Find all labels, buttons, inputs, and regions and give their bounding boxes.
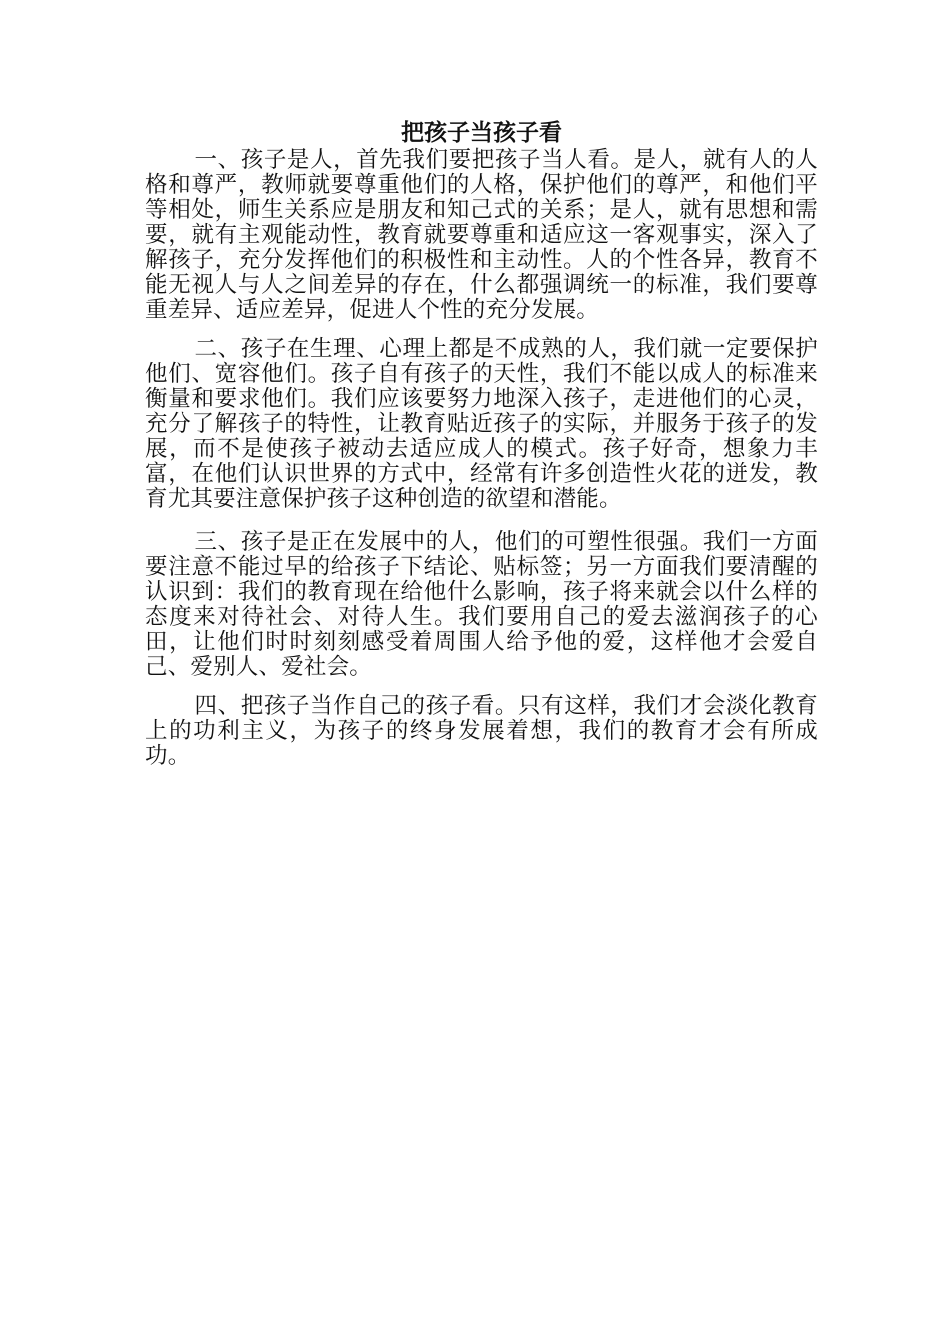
document-title: 把孩子当孩子看 [401, 119, 562, 146]
document-page [145, 118, 818, 769]
paragraph-4: 四、把孩子当作自己的孩子看。只有这样，我们才会淡化教育上的功利主义，为孩子的终身发展着想，我们的教育才会有所成功。 [145, 693, 818, 769]
paragraph-3: 三、孩子是正在发展中的人，他们的可塑性很强。我们一方面要注意不能过早的给孩子下结论、贴标签；另一方面我们要清醒的认识到：我们的教育现在给他什么影响，孩子将来就会以什么样的态度来对待社会、对待人生。我们要用自己的爱去滋润孩子的心田，让他们时时刻刻感受着周围人给予他的爱，这样他才会爱自己、爱别人、爱社会。 [145, 529, 818, 680]
paragraph-1: 一、孩子是人，首先我们要把孩子当人看。是人，就有人的人格和尊严，教师就要尊重他们的人格，保护他们的尊严，和他们平等相处，师生关系应是朋友和知己式的关系；是人，就有思想和需要，就有主观能动性，教育就要尊重和适应这一客观事实，深入了解孩子，充分发挥他们的积极性和主动性。人的个性各异，教育不能无视人与人之间差异的存在，什么都强调统一的标准，我们要尊重差异、适应差异，促进人个性的充分发展。 [145, 147, 818, 323]
paragraph-2: 二、孩子在生理、心理上都是不成熟的人，我们就一定要保护他们、宽容他们。孩子自有孩子的天性，我们不能以成人的标准来衡量和要求他们。我们应该要努力地深入孩子，走进他们的心灵，充分了解孩子的特性，让教育贴近孩子的实际，并服务于孩子的发展，而不是使孩子被动去适应成人的模式。孩子好奇，想象力丰富，在他们认识世界的方式中，经常有许多创造性火花的迸发，教育尤其要注意保护孩子这种创造的欲望和潜能。 [145, 336, 818, 512]
